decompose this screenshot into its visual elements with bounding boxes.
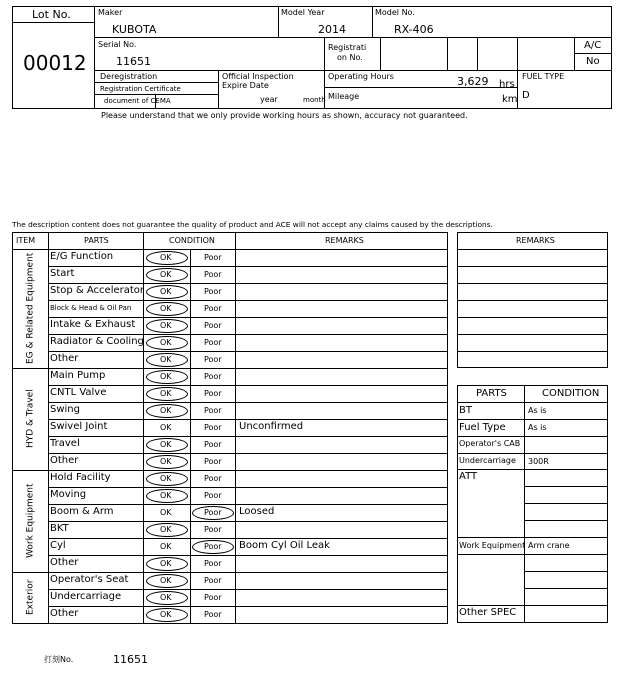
selected-ok-circle xyxy=(146,370,188,384)
inspection-label-2: Expire Date xyxy=(222,81,269,90)
year-label: year xyxy=(260,95,278,104)
inspection-row-part: CNTL Valve xyxy=(50,387,107,398)
condition-poor: Poor xyxy=(204,593,222,602)
inspection-row-part: Intake & Exhaust xyxy=(50,319,136,330)
ac-value: No xyxy=(586,56,600,67)
inspection-row-part: Swivel Joint xyxy=(50,421,108,432)
right-parts-header: PARTS xyxy=(476,388,507,399)
condition-poor: Poor xyxy=(204,559,222,568)
selected-ok-circle xyxy=(146,302,188,316)
column-header-condition: CONDITION xyxy=(169,236,215,245)
other-spec-label: Other SPEC xyxy=(459,607,517,618)
selected-ok-circle xyxy=(146,574,188,588)
condition-poor: Poor xyxy=(204,304,222,313)
inspection-row-part: Stop & Accelerator xyxy=(50,285,145,296)
inspection-row-part: Start xyxy=(50,268,75,279)
selected-ok-circle xyxy=(146,404,188,418)
right-remarks-header: REMARKS xyxy=(516,236,555,245)
selected-ok-circle xyxy=(146,523,188,537)
condition-poor: Poor xyxy=(204,321,222,330)
working-hours-notice: Please understand that we only provide working hours as shown, accuracy not guaranteed. xyxy=(101,111,468,120)
selected-poor-circle xyxy=(192,540,234,554)
group-label: EG & Related Equipment xyxy=(25,252,36,365)
condition-ok: OK xyxy=(160,406,172,415)
inspection-row-remark: Boom Cyl Oil Leak xyxy=(239,540,330,551)
right-row-part: Operator's CAB xyxy=(459,439,521,448)
condition-poor: Poor xyxy=(204,406,222,415)
condition-poor: Poor xyxy=(204,270,222,279)
km-unit: km xyxy=(502,94,518,105)
selected-ok-circle xyxy=(146,591,188,605)
model-year-label: Model Year xyxy=(281,8,325,17)
inspection-row-part: Moving xyxy=(50,489,87,500)
group-label: Work Equipment xyxy=(25,483,36,559)
registration-label: Registrati xyxy=(328,43,367,52)
condition-poor: Poor xyxy=(204,338,222,347)
inspection-row-part: BKT xyxy=(50,523,69,534)
inspection-row-part: Block & Head & Oil Pan xyxy=(50,304,132,312)
column-header-item: ITEM xyxy=(16,236,36,245)
inspection-row-part: Other xyxy=(50,608,79,619)
maker-label: Maker xyxy=(98,8,123,17)
condition-ok: OK xyxy=(160,474,172,483)
selected-ok-circle xyxy=(146,353,188,367)
selected-ok-circle xyxy=(146,455,188,469)
column-header-parts: PARTS xyxy=(84,236,109,245)
right-row-cond: As is xyxy=(528,406,547,415)
ac-label: A/C xyxy=(584,40,602,51)
lot-label: Lot No. xyxy=(32,8,71,21)
right-row-part: BT xyxy=(459,405,472,416)
selected-ok-circle xyxy=(146,387,188,401)
fuel-type-label: FUEL TYPE xyxy=(522,72,565,81)
selected-ok-circle xyxy=(146,251,188,265)
selected-ok-circle xyxy=(146,268,188,282)
inspection-row-remark: Unconfirmed xyxy=(239,421,304,432)
disclaimer-text: The description content does not guarantee the quality of product and ACE will not accept any claims caused by the descriptions. xyxy=(12,220,493,229)
inspection-row-part: Other xyxy=(50,455,79,466)
condition-ok: OK xyxy=(160,457,172,466)
condition-poor: Poor xyxy=(204,355,222,364)
condition-poor: Poor xyxy=(204,389,222,398)
condition-ok: OK xyxy=(160,525,172,534)
selected-ok-circle xyxy=(146,557,188,571)
condition-ok: OK xyxy=(160,423,172,432)
selected-ok-circle xyxy=(146,336,188,350)
inspection-row-part: Operator's Seat xyxy=(50,574,129,585)
selected-ok-circle xyxy=(146,319,188,333)
condition-poor: Poor xyxy=(204,576,222,585)
condition-ok: OK xyxy=(160,287,172,296)
registration-label-2: on No. xyxy=(337,53,363,62)
condition-ok: OK xyxy=(160,508,172,517)
selected-poor-circle xyxy=(192,506,234,520)
inspection-row-remark: Loosed xyxy=(239,506,275,517)
condition-poor: Poor xyxy=(204,253,222,262)
selected-ok-circle xyxy=(146,472,188,486)
deregistration-label: Deregistration xyxy=(100,72,158,81)
condition-ok: OK xyxy=(160,372,172,381)
condition-poor: Poor xyxy=(204,440,222,449)
lot-number: 00012 xyxy=(23,51,87,75)
condition-ok: OK xyxy=(160,559,172,568)
inspection-row-part: Other xyxy=(50,353,79,364)
inspection-label: Official Inspection xyxy=(222,72,294,81)
right-row-cond: 300R xyxy=(528,457,549,466)
serial-label: Serial No. xyxy=(98,40,137,49)
condition-poor: Poor xyxy=(204,457,222,466)
registration-certificate-label: Registration Certificate xyxy=(100,85,181,93)
selected-ok-circle xyxy=(146,438,188,452)
right-condition-header: CONDITION xyxy=(542,388,600,399)
group-label: HYD & Travel xyxy=(25,389,36,449)
condition-poor: Poor xyxy=(204,542,222,551)
work-equipment-label: Work Equipment xyxy=(459,541,526,550)
condition-ok: OK xyxy=(160,338,172,347)
condition-ok: OK xyxy=(160,610,172,619)
inspection-row-part: Undercarriage xyxy=(50,591,122,602)
inspection-row-part: Main Pump xyxy=(50,370,106,381)
condition-ok: OK xyxy=(160,576,172,585)
cema-document-label: document of CEMA xyxy=(104,97,171,105)
work-equipment-value: Arm crane xyxy=(528,541,570,550)
inspection-row-part: Other xyxy=(50,557,79,568)
inspection-row-part: Boom & Arm xyxy=(50,506,114,517)
condition-poor: Poor xyxy=(204,508,222,517)
inspection-row-part: Cyl xyxy=(50,540,66,551)
mileage-label: Mileage xyxy=(328,92,360,101)
condition-poor: Poor xyxy=(204,525,222,534)
operating-hours-value: 3,629 xyxy=(457,75,489,88)
condition-ok: OK xyxy=(160,253,172,262)
group-label: Exterior xyxy=(25,579,36,616)
selected-ok-circle xyxy=(146,608,188,622)
maker-value: KUBOTA xyxy=(112,23,157,36)
inspection-row-part: E/G Function xyxy=(50,251,114,262)
condition-ok: OK xyxy=(160,389,172,398)
condition-ok: OK xyxy=(160,542,172,551)
condition-poor: Poor xyxy=(204,423,222,432)
model-no-value: RX-406 xyxy=(394,23,434,36)
condition-ok: OK xyxy=(160,304,172,313)
condition-ok: OK xyxy=(160,491,172,500)
inspection-row-part: Hold Facility xyxy=(50,472,111,483)
condition-ok: OK xyxy=(160,440,172,449)
month-label: month xyxy=(303,96,326,104)
att-label: ATT xyxy=(459,471,478,482)
selected-ok-circle xyxy=(146,489,188,503)
inspection-row-part: Radiator & Cooling xyxy=(50,336,144,347)
stamp-label: 打刻No. xyxy=(44,655,74,664)
selected-ok-circle xyxy=(146,285,188,299)
condition-ok: OK xyxy=(160,593,172,602)
right-row-part: Undercarriage xyxy=(459,456,516,465)
model-no-label: Model No. xyxy=(375,8,415,17)
operating-hours-label: Operating Hours xyxy=(328,72,394,81)
inspection-row-part: Travel xyxy=(50,438,80,449)
stamp-value: 11651 xyxy=(113,653,148,666)
condition-poor: Poor xyxy=(204,474,222,483)
condition-poor: Poor xyxy=(204,610,222,619)
right-row-cond: As is xyxy=(528,423,547,432)
condition-ok: OK xyxy=(160,321,172,330)
right-row-part: Fuel Type xyxy=(459,422,506,433)
fuel-type-value: D xyxy=(522,90,530,101)
column-header-remarks: REMARKS xyxy=(325,236,364,245)
serial-value: 11651 xyxy=(116,55,151,68)
condition-poor: Poor xyxy=(204,491,222,500)
hrs-unit: hrs xyxy=(499,79,515,90)
condition-ok: OK xyxy=(160,270,172,279)
condition-poor: Poor xyxy=(204,287,222,296)
condition-ok: OK xyxy=(160,355,172,364)
inspection-row-part: Swing xyxy=(50,404,80,415)
model-year-value: 2014 xyxy=(318,23,346,36)
condition-poor: Poor xyxy=(204,372,222,381)
